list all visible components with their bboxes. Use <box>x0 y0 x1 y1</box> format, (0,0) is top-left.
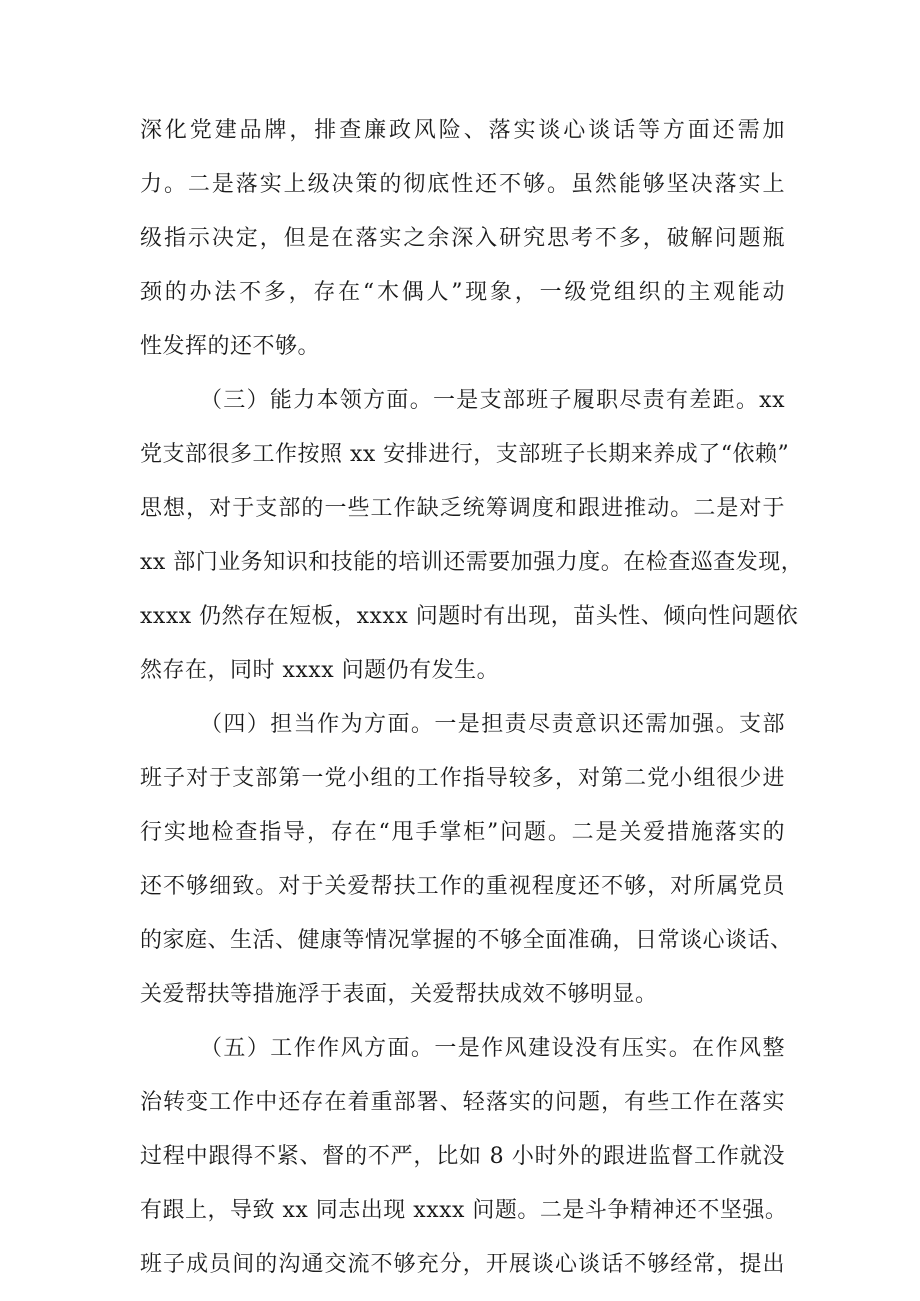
text-line: 班子对于支部第一党小组的工作指导较多，对第二党小组很少进 <box>140 766 785 791</box>
text-line: 有跟上，导致 xx 同志出现 xxxx 问题。二是斗争精神还不坚强。 <box>140 1198 788 1223</box>
text-line: xx 部门业务知识和技能的培训还需要加强力度。在检查巡查发现， <box>140 550 804 575</box>
text-line: 党支部很多工作按照 xx 安排进行，支部班子长期来养成了“依赖” <box>140 442 790 467</box>
text-line: 关爱帮扶等措施浮于表面，关爱帮扶成效不够明显。 <box>140 982 658 1007</box>
text-line: 力。二是落实上级决策的彻底性还不够。虽然能够坚决落实上 <box>140 172 785 197</box>
text-line: 颈的办法不多，存在“木偶人”现象，一级党组织的主观能动 <box>140 280 785 305</box>
text-line: 思想，对于支部的一些工作缺乏统筹调度和跟进推动。二是对于 <box>140 496 785 521</box>
text-line: 班子成员间的沟通交流不够充分，开展谈心谈话不够经常，提出 <box>140 1252 785 1277</box>
text-line: 行实地检查指导，存在“甩手掌柜”问题。二是关爱措施落实的 <box>140 820 785 845</box>
text-line: 的家庭、生活、健康等情况掌握的不够全面准确，日常谈心谈话、 <box>140 928 793 953</box>
text-line: 治转变工作中还存在着重部署、轻落实的问题，有些工作在落实 <box>140 1090 785 1115</box>
section-heading-line: （三）能力本领方面。一是支部班子履职尽责有差距。xx <box>200 388 785 413</box>
text-line: 然存在，同时 xxxx 问题仍有发生。 <box>140 658 500 683</box>
section-heading-line: （五）工作作风方面。一是作风建设没有压实。在作风整 <box>200 1036 785 1061</box>
text-line: 深化党建品牌，排查廉政风险、落实谈心谈话等方面还需加 <box>140 118 785 143</box>
text-line: 级指示决定，但是在落实之余深入研究思考不多，破解问题瓶 <box>140 226 785 251</box>
text-line: xxxx 仍然存在短板，xxxx 问题时有出现，苗头性、倾向性问题依 <box>140 604 799 629</box>
text-line: 还不够细致。对于关爱帮扶工作的重视程度还不够，对所属党员 <box>140 874 785 899</box>
section-heading-line: （四）担当作为方面。一是担责尽责意识还需加强。支部 <box>200 712 785 737</box>
text-line: 性发挥的还不够。 <box>140 334 321 359</box>
text-line: 过程中跟得不紧、督的不严，比如 8 小时外的跟进监督工作就没 <box>140 1144 785 1169</box>
